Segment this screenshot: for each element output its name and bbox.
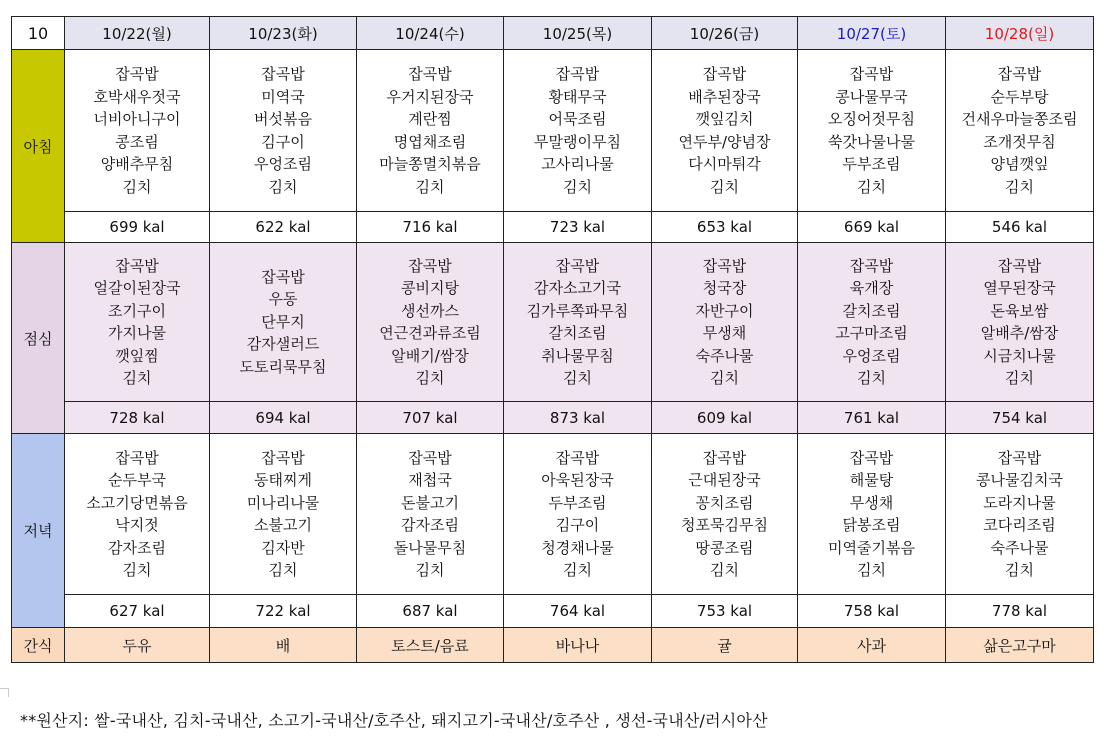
menu-item: 김치 <box>1005 561 1034 579</box>
menu-item: 김가루쪽파무침 <box>526 301 629 320</box>
breakfast-menu-day-3 <box>357 50 504 212</box>
menu-item: 돈불고기 <box>401 493 459 512</box>
menu-item: 숙주나물 <box>695 346 754 365</box>
menu-item: 무생채 <box>849 493 894 512</box>
menu-item: 잡곡밥 <box>997 448 1042 467</box>
menu-item: 잡곡밥 <box>115 256 159 275</box>
menu-item: 육개장 <box>849 279 894 297</box>
lunch-menu-list <box>798 255 945 390</box>
menu-item: 김자반 <box>261 538 305 557</box>
menu-item: 김치 <box>563 177 592 196</box>
dinner-menu-day-5 <box>652 434 798 595</box>
menu-item: 어묵조림 <box>548 110 607 128</box>
menu-item: 쑥갓나물나물 <box>828 132 915 151</box>
lunch-menu-day-1 <box>65 243 210 402</box>
menu-item: 깻잎찜 <box>115 346 159 365</box>
menu-item: 잡곡밥 <box>849 448 894 467</box>
menu-item: 김치 <box>857 177 886 196</box>
menu-item: 콩비지탕 <box>401 279 459 297</box>
snack-day-2: 배 <box>210 628 357 663</box>
menu-item: 너비아니구이 <box>93 110 181 128</box>
menu-item: 건새우마늘쫑조림 <box>961 110 1078 128</box>
lunch-menu-day-6 <box>798 243 946 402</box>
lunch-calories-day-3: 707 kal <box>357 402 504 434</box>
lunch-calories-day-6: 761 kal <box>798 402 946 434</box>
day-header-1: 10/22(월) <box>65 17 210 50</box>
menu-item: 취나물무침 <box>541 346 614 365</box>
menu-item: 김치 <box>268 561 298 579</box>
menu-item: 감자조림 <box>401 516 459 534</box>
dinner-calories-day-1: 627 kal <box>65 595 210 628</box>
lunch-menu-day-2 <box>210 243 357 402</box>
menu-item: 잡곡밥 <box>702 256 747 275</box>
dinner-calories-day-2: 722 kal <box>210 595 357 628</box>
breakfast-items-row <box>12 50 1094 212</box>
menu-item: 고구마조림 <box>835 324 908 342</box>
menu-item: 해물탕 <box>849 471 894 489</box>
snack-day-4: 바나나 <box>504 628 652 663</box>
menu-item: 김치 <box>563 561 592 579</box>
menu-item: 미역줄기볶음 <box>828 538 915 557</box>
menu-item: 잡곡밥 <box>408 256 452 275</box>
breakfast-menu-day-2 <box>210 50 357 212</box>
snack-day-7: 삶은고구마 <box>946 628 1094 663</box>
menu-item: 버섯볶음 <box>254 110 312 128</box>
lunch-calories-day-2: 694 kal <box>210 402 357 434</box>
menu-item: 알배추/쌈장 <box>980 324 1059 342</box>
menu-item: 우동 <box>268 290 298 309</box>
menu-item: 김치 <box>710 177 739 196</box>
menu-item: 양배추무침 <box>100 155 174 173</box>
dinner-menu-day-2 <box>210 434 357 595</box>
menu-item: 김치 <box>122 177 152 196</box>
menu-item: 우엉조림 <box>842 346 901 365</box>
dinner-menu-list <box>946 447 1093 582</box>
menu-item: 감자조림 <box>108 538 166 557</box>
menu-item: 감자샐러드 <box>246 335 320 354</box>
menu-item: 김치 <box>415 369 445 387</box>
lunch-kal-row <box>12 402 1094 434</box>
meal-label-dinner: 저녁 <box>12 434 65 628</box>
menu-item: 김치 <box>710 561 739 579</box>
lunch-menu-list <box>210 266 356 379</box>
menu-item: 소불고기 <box>254 516 312 534</box>
menu-item: 명엽채조림 <box>393 132 467 151</box>
lunch-menu-list <box>652 255 797 390</box>
menu-item: 알배기/쌈장 <box>391 346 469 365</box>
menu-item: 닭봉조림 <box>842 516 901 534</box>
dinner-menu-list <box>210 447 356 582</box>
menu-item: 김구이 <box>555 516 600 534</box>
breakfast-menu-list <box>946 63 1093 198</box>
menu-item: 조개젓무침 <box>983 132 1056 151</box>
menu-item: 잡곡밥 <box>849 65 894 83</box>
menu-item: 땅콩조림 <box>695 538 754 557</box>
menu-item: 계란찜 <box>408 110 452 128</box>
menu-item: 고사리나물 <box>541 155 614 173</box>
lunch-menu-day-3 <box>357 243 504 402</box>
breakfast-menu-day-4 <box>504 50 652 212</box>
menu-item: 낙지젓 <box>115 516 159 534</box>
meal-label-snack: 간식 <box>12 628 65 663</box>
menu-item: 두부조림 <box>548 493 607 512</box>
dinner-calories-day-4: 764 kal <box>504 595 652 628</box>
menu-item: 호박새우젓국 <box>93 87 181 106</box>
menu-item: 돌나물무침 <box>393 538 467 557</box>
menu-item: 자반구이 <box>695 301 754 320</box>
menu-item: 다시마튀각 <box>688 155 761 173</box>
menu-item: 순두부탕 <box>990 87 1049 106</box>
dinner-menu-day-4 <box>504 434 652 595</box>
snack-day-3: 토스트/음료 <box>357 628 504 663</box>
menu-item: 김치 <box>122 561 152 579</box>
lunch-calories-day-7: 754 kal <box>946 402 1094 434</box>
dinner-menu-list <box>504 447 651 582</box>
menu-item: 김치 <box>1005 369 1034 387</box>
menu-item: 코다리조림 <box>983 516 1056 534</box>
menu-item: 꽁치조림 <box>695 493 754 512</box>
dinner-calories-day-7: 778 kal <box>946 595 1094 628</box>
breakfast-calories-day-6: 669 kal <box>798 212 946 243</box>
menu-item: 갈치조림 <box>842 301 901 320</box>
origin-note: **원산지: 쌀-국내산, 김치-국내산, 소고기-국내산/호주산, 돼지고기-국내산/호주산 , 생선-국내산/러시아산 <box>20 711 768 730</box>
menu-item: 열무된장국 <box>983 279 1056 297</box>
breakfast-menu-day-5 <box>652 50 798 212</box>
day-header-7: 10/28(일) <box>946 17 1094 50</box>
menu-item: 재첩국 <box>408 471 452 489</box>
lunch-calories-day-1: 728 kal <box>65 402 210 434</box>
menu-item: 감자소고기국 <box>534 279 621 297</box>
dinner-calories-day-5: 753 kal <box>652 595 798 628</box>
menu-item: 잡곡밥 <box>408 448 452 467</box>
snack-day-5: 귤 <box>652 628 798 663</box>
lunch-menu-day-7 <box>946 243 1094 402</box>
breakfast-calories-day-1: 699 kal <box>65 212 210 243</box>
dinner-menu-list <box>357 447 503 582</box>
breakfast-menu-list <box>210 63 356 198</box>
menu-item: 황태무국 <box>548 87 607 106</box>
menu-item: 연두부/양념장 <box>678 132 771 151</box>
menu-item: 콩나물무국 <box>835 87 908 106</box>
menu-item: 배추된장국 <box>688 87 761 106</box>
menu-item: 잡곡밥 <box>997 256 1042 275</box>
dinner-menu-day-7 <box>946 434 1094 595</box>
lunch-menu-list <box>946 255 1093 390</box>
snack-day-6: 사과 <box>798 628 946 663</box>
menu-item: 잡곡밥 <box>702 448 747 467</box>
menu-item: 두부조림 <box>842 155 901 173</box>
menu-item: 근대된장국 <box>688 471 761 489</box>
menu-item: 김치 <box>415 561 445 579</box>
menu-item: 잡곡밥 <box>115 448 159 467</box>
menu-item: 미나리나물 <box>246 493 320 512</box>
lunch-menu-list <box>65 255 209 390</box>
dinner-items-row <box>12 434 1094 595</box>
dinner-menu-day-6 <box>798 434 946 595</box>
menu-item: 생선까스 <box>401 301 459 320</box>
breakfast-menu-list <box>652 63 797 198</box>
menu-item: 김치 <box>122 369 152 387</box>
dinner-calories-day-6: 758 kal <box>798 595 946 628</box>
menu-item: 우엉조림 <box>254 155 312 173</box>
menu-item: 시금치나물 <box>983 346 1056 365</box>
menu-item: 잡곡밥 <box>555 256 600 275</box>
menu-item: 김치 <box>563 369 592 387</box>
breakfast-calories-day-3: 716 kal <box>357 212 504 243</box>
meal-label-lunch: 점심 <box>12 243 65 434</box>
lunch-menu-list <box>357 255 503 390</box>
menu-item: 숙주나물 <box>990 538 1049 557</box>
day-header-5: 10/26(금) <box>652 17 798 50</box>
meal-label-breakfast: 아침 <box>12 50 65 243</box>
menu-item: 도토리묵무침 <box>239 357 327 376</box>
menu-item: 단무지 <box>261 312 305 331</box>
snack-day-1: 두유 <box>65 628 210 663</box>
day-header-3: 10/24(수) <box>357 17 504 50</box>
menu-item: 가지나물 <box>108 324 166 342</box>
menu-item: 청포묵김무침 <box>681 516 768 534</box>
menu-item: 청국장 <box>702 279 747 297</box>
menu-item: 우거지된장국 <box>386 87 474 106</box>
breakfast-menu-list <box>65 63 209 198</box>
dinner-calories-day-3: 687 kal <box>357 595 504 628</box>
menu-item: 무말랭이무침 <box>534 132 621 151</box>
menu-item: 무생채 <box>702 324 747 342</box>
page-corner-mark <box>0 688 9 697</box>
menu-item: 콩나물김치국 <box>976 471 1063 489</box>
month-cell: 10 <box>12 17 65 50</box>
dinner-menu-day-1 <box>65 434 210 595</box>
menu-item: 잡곡밥 <box>115 65 159 83</box>
menu-item: 도라지나물 <box>983 493 1056 512</box>
menu-item: 오징어젓무침 <box>828 110 915 128</box>
day-header-2: 10/23(화) <box>210 17 357 50</box>
lunch-menu-day-4 <box>504 243 652 402</box>
menu-item: 김구이 <box>261 132 305 151</box>
menu-item: 잡곡밥 <box>261 448 305 467</box>
breakfast-calories-day-2: 622 kal <box>210 212 357 243</box>
menu-item: 김치 <box>857 369 886 387</box>
menu-item: 김치 <box>857 561 886 579</box>
menu-item: 잡곡밥 <box>261 267 305 286</box>
dinner-menu-list <box>65 447 209 582</box>
breakfast-menu-list <box>504 63 651 198</box>
breakfast-calories-day-7: 546 kal <box>946 212 1094 243</box>
weekly-meal-table <box>11 16 1094 663</box>
menu-item: 잡곡밥 <box>261 65 305 83</box>
menu-item: 잡곡밥 <box>555 65 600 83</box>
snack-row <box>12 628 1094 663</box>
menu-item: 김치 <box>710 369 739 387</box>
lunch-calories-day-5: 609 kal <box>652 402 798 434</box>
dinner-menu-list <box>798 447 945 582</box>
breakfast-calories-day-4: 723 kal <box>504 212 652 243</box>
menu-item: 잡곡밥 <box>408 65 452 83</box>
menu-item: 순두부국 <box>108 471 166 489</box>
menu-item: 양념깻잎 <box>990 155 1049 173</box>
lunch-calories-day-4: 873 kal <box>504 402 652 434</box>
menu-item: 연근견과류조림 <box>379 324 481 342</box>
menu-item: 김치 <box>1005 177 1034 196</box>
breakfast-menu-day-7 <box>946 50 1094 212</box>
menu-item: 김치 <box>268 177 298 196</box>
dinner-menu-list <box>652 447 797 582</box>
menu-item: 깻잎김치 <box>695 110 754 128</box>
breakfast-kal-row <box>12 212 1094 243</box>
menu-item: 갈치조림 <box>548 324 607 342</box>
header-row <box>12 17 1094 50</box>
menu-item: 청경채나물 <box>541 538 614 557</box>
menu-item: 잡곡밥 <box>997 65 1042 83</box>
menu-item: 동태찌게 <box>254 471 312 489</box>
dinner-menu-day-3 <box>357 434 504 595</box>
lunch-items-row <box>12 243 1094 402</box>
menu-item: 소고기당면볶음 <box>86 493 188 512</box>
menu-item: 얼갈이된장국 <box>93 279 181 297</box>
day-header-6: 10/27(토) <box>798 17 946 50</box>
lunch-menu-list <box>504 255 651 390</box>
menu-item: 잡곡밥 <box>849 256 894 275</box>
breakfast-menu-day-1 <box>65 50 210 212</box>
menu-item: 잡곡밥 <box>555 448 600 467</box>
lunch-menu-day-5 <box>652 243 798 402</box>
menu-item: 돈육보쌈 <box>990 301 1049 320</box>
breakfast-menu-list <box>357 63 503 198</box>
day-header-4: 10/25(목) <box>504 17 652 50</box>
menu-item: 조기구이 <box>108 301 166 320</box>
menu-item: 김치 <box>415 177 445 196</box>
breakfast-calories-day-5: 653 kal <box>652 212 798 243</box>
breakfast-menu-day-6 <box>798 50 946 212</box>
breakfast-menu-list <box>798 63 945 198</box>
dinner-kal-row <box>12 595 1094 628</box>
menu-item: 미역국 <box>261 87 305 106</box>
menu-item: 잡곡밥 <box>702 65 747 83</box>
menu-item: 마늘쫑멸치볶음 <box>379 155 481 173</box>
menu-item: 아욱된장국 <box>541 471 614 489</box>
menu-item: 콩조림 <box>115 132 159 151</box>
